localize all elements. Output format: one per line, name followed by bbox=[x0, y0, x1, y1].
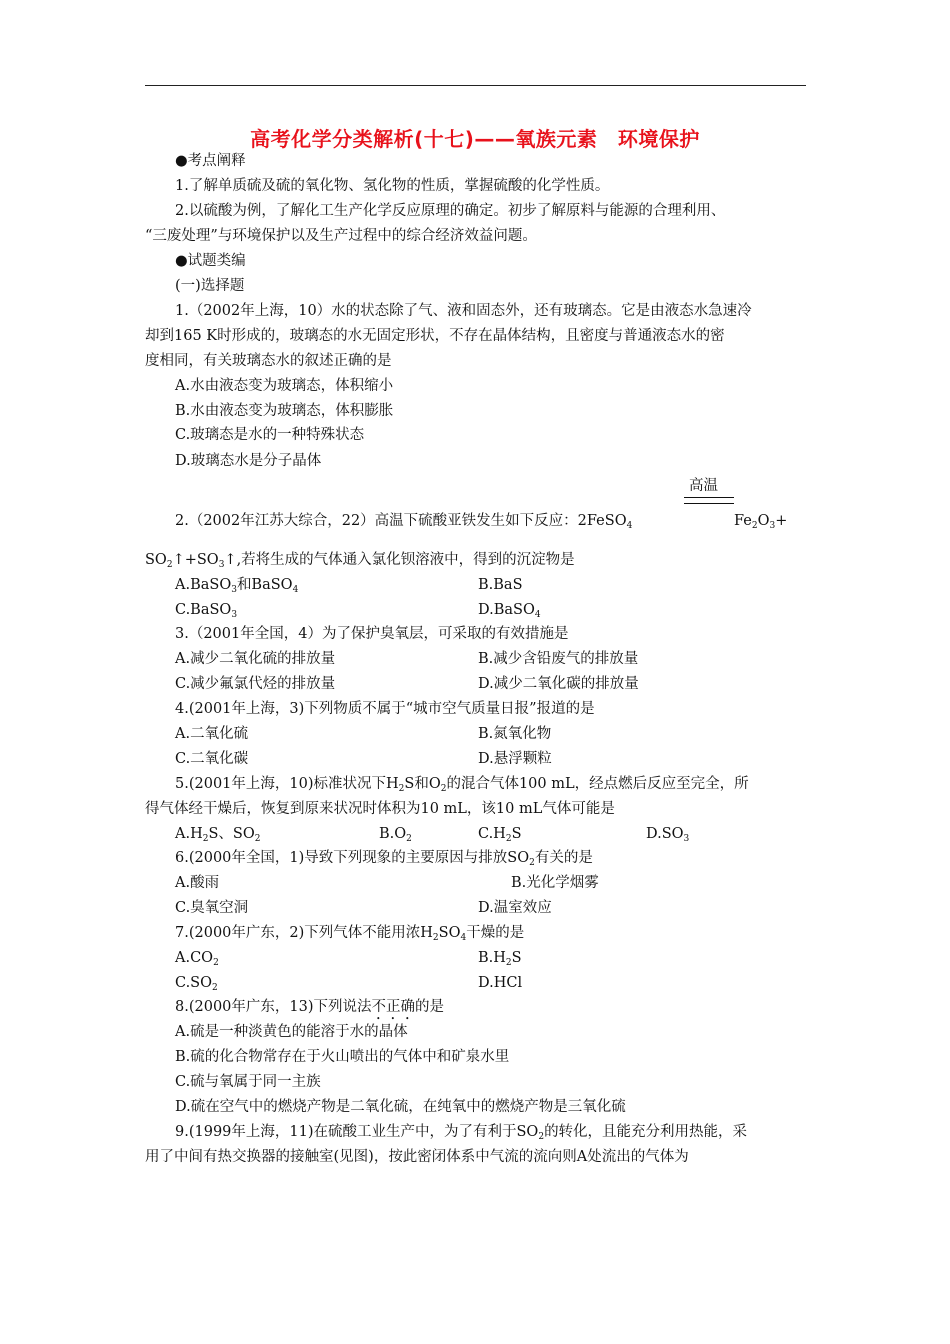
kaodian-item-2-line1: 2.以硫酸为例，了解化工生产化学反应原理的确定。初步了解原料与能源的合理利用、 bbox=[175, 203, 726, 219]
kaodian-item-2-line2: “三废处理”与环境保护以及生产过程中的综合经济效益问题。 bbox=[145, 228, 537, 244]
q8-option-c: C.硫与氧属于同一主族 bbox=[175, 1074, 321, 1090]
q2-stem-line2: $SO_2↑+SO_3↑$,若将生成的气体通入氯化钡溶液中，得到的沉淀物是 bbox=[145, 552, 575, 570]
q3-option-d: D.减少二氧化碳的排放量 bbox=[478, 676, 639, 692]
q1-stem-line1: 1.（2002年上海，10）水的状态除了气、液和固态外，还有玻璃态。它是由液态水急速冷 bbox=[175, 303, 752, 319]
q5-option-d: $D.SO_3$ bbox=[646, 826, 690, 844]
q9-stem-line1: 9.(1999年上海，11)在硫酸工业生产中，为了有利于$SO_2$的转化，且能充分利用热能，采 bbox=[175, 1124, 748, 1142]
q2-equation-product: $Fe_2O_3+$ bbox=[734, 513, 788, 531]
q7-option-d: D.HCl bbox=[478, 975, 523, 991]
q6-option-d: D.温室效应 bbox=[478, 900, 552, 916]
q8-option-d: D.硫在空气中的燃烧产物是二氧化硫，在纯氧中的燃烧产物是三氧化硫 bbox=[175, 1099, 626, 1115]
q7-option-c: $C.SO_2$ bbox=[175, 975, 218, 993]
q1-option-a: A.水由液态变为玻璃态，体积缩小 bbox=[175, 378, 394, 394]
q5-option-a: $A.H_2S$、$SO_2$ bbox=[175, 826, 261, 844]
q9-stem-line2: 用了中间有热交换器的接触室(见图)，按此密闭体系中气流的流向则A处流出的气体为 bbox=[145, 1149, 689, 1165]
kaodian-item-1: 1.了解单质硫及硫的氧化物、氢化物的性质，掌握硫酸的化学性质。 bbox=[175, 178, 610, 194]
q2-option-d: D.BaSO$_4$ bbox=[478, 602, 541, 620]
q7-stem: 7.(2000年广东，2)下列气体不能用浓$H_2SO_4$干燥的是 bbox=[175, 925, 525, 943]
q8-stem: 8.(2000年广东，13)下列说法不正确的是 bbox=[175, 999, 444, 1015]
q4-stem: 4.(2001年上海，3)下列物质不属于“城市空气质量日报”报道的是 bbox=[175, 701, 595, 717]
q2-option-b: B.BaS bbox=[478, 577, 523, 593]
header-rule bbox=[145, 85, 806, 86]
q1-option-c: C.玻璃态是水的一种特殊状态 bbox=[175, 427, 365, 443]
q2-option-a: A.BaSO$_3$和BaSO$_4$ bbox=[175, 577, 299, 595]
q5-option-c: $C.H_2S$ bbox=[478, 826, 522, 844]
q7-option-a: $A.CO_2$ bbox=[175, 950, 219, 968]
q4-option-a: A.二氧化硫 bbox=[175, 726, 249, 742]
q3-option-b: B.减少含铅废气的排放量 bbox=[478, 651, 639, 667]
q1-stem-line2: 却到165 K时形成的，玻璃态的水无固定形状，不存在晶体结构，且密度与普通液态水的密 bbox=[145, 328, 725, 344]
section-header-leibian: ●试题类编 bbox=[175, 253, 246, 269]
q6-option-c: C.臭氧空洞 bbox=[175, 900, 249, 916]
q4-option-b: B.氮氧化物 bbox=[478, 726, 552, 742]
q6-stem: 6.(2000年全国，1)导致下列现象的主要原因与排放$SO_2$有关的是 bbox=[175, 850, 593, 868]
q1-stem-line3: 度相同，有关玻璃态水的叙述正确的是 bbox=[145, 353, 392, 369]
q2-reaction-condition: 高温 bbox=[689, 478, 718, 494]
q8-option-a: A.硫是一种淡黄色的能溶于水的晶体 bbox=[175, 1024, 408, 1040]
q2-equal-sign bbox=[684, 497, 734, 504]
q4-option-d: D.悬浮颗粒 bbox=[478, 751, 552, 767]
q6-option-a: A.酸雨 bbox=[175, 875, 220, 891]
q3-stem: 3.（2001年全国，4）为了保护臭氧层，可采取的有效措施是 bbox=[175, 626, 569, 642]
section-header-choice: (一)选择题 bbox=[175, 278, 245, 294]
document-title: 高考化学分类解析(十七)——氧族元素 环境保护 bbox=[250, 127, 700, 151]
q8-emphasis-text: 不正确 bbox=[371, 999, 415, 1015]
q2-option-c: C.BaSO$_3$ bbox=[175, 602, 238, 620]
q8-option-b: B.硫的化合物常存在于火山喷出的气体中和矿泉水里 bbox=[175, 1049, 510, 1065]
q5-stem-line2: 得气体经干燥后，恢复到原来状况时体积为10 mL，该10 mL气体可能是 bbox=[145, 801, 615, 817]
q1-option-d: D.玻璃态水是分子晶体 bbox=[175, 453, 322, 469]
q5-option-b: $B.O_2$ bbox=[379, 826, 412, 844]
section-header-kaodian: ●考点阐释 bbox=[175, 153, 246, 169]
q2-stem-line1: 2.（2002年江苏大综合，22）高温下硫酸亚铁发生如下反应：2FeSO$_4$ bbox=[175, 513, 633, 531]
q3-option-c: C.减少氟氯代烃的排放量 bbox=[175, 676, 336, 692]
q6-option-b: B.光化学烟雾 bbox=[511, 875, 599, 891]
q7-option-b: $B.H_2S$ bbox=[478, 950, 522, 968]
q5-stem-line1: 5.(2001年上海，10)标准状况下$H_2S$和$O_2$的混合气体100 mL，经点燃后反应至完全，所 bbox=[175, 776, 749, 794]
q4-option-c: C.二氧化碳 bbox=[175, 751, 249, 767]
q1-option-b: B.水由液态变为玻璃态，体积膨胀 bbox=[175, 403, 394, 419]
q3-option-a: A.减少二氧化硫的排放量 bbox=[175, 651, 336, 667]
